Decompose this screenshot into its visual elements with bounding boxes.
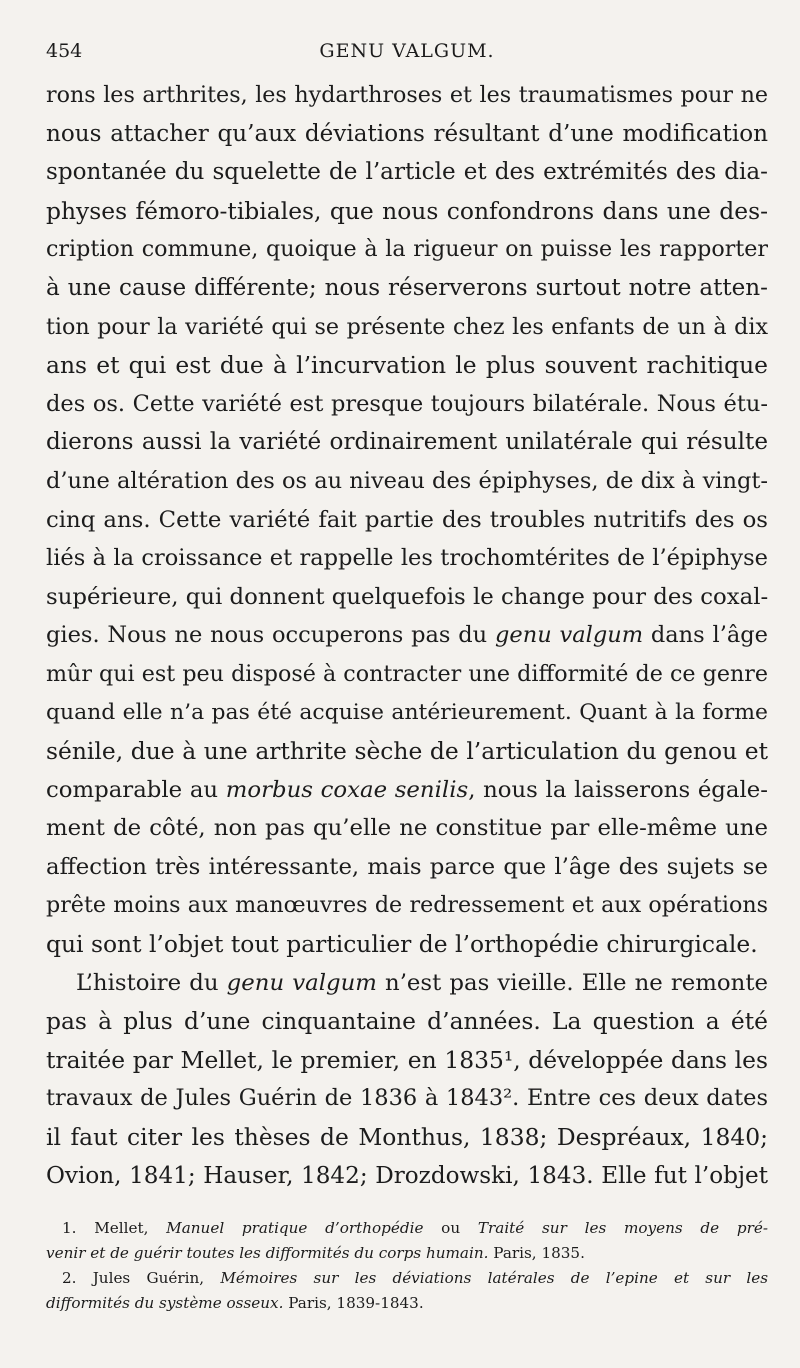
text-line: tion pour la variété qui se présente chez les enfants de un à dix bbox=[46, 313, 768, 340]
text-line: qui sont l’objet tout particulier de l’orthopédie chirurgicale. bbox=[46, 930, 758, 959]
body-text bbox=[46, 76, 768, 1195]
text-line: travaux de Jules Guérin de 1836 à 1843². Entre ces deux dates bbox=[46, 1085, 768, 1112]
text-line: affection très intéressante, mais parce que l’âge des sujets se bbox=[46, 853, 768, 880]
text-line: ment de côté, non pas qu’elle ne constitue par elle-même une bbox=[46, 815, 768, 842]
text-line: dierons aussi la variété ordinairement unilatérale qui résulte bbox=[46, 429, 768, 456]
text-line: rons les arthrites, les hydarthroses et les traumatismes pour ne bbox=[46, 82, 768, 108]
text-line: d’une altération des os au niveau des épiphyses, de dix à vingt- bbox=[46, 467, 769, 494]
italic-term: morbus coxae senilis bbox=[225, 776, 469, 803]
page-header bbox=[46, 40, 768, 72]
footnote-line: 2. Jules Guérin, Mémoires sur les déviations latérales de l’epine et sur les bbox=[62, 1269, 768, 1287]
text-line: pas à plus d’une cinquantaine d’années. La question a été bbox=[46, 1007, 768, 1036]
text-line: cinq ans. Cette variété fait partie des troubles nutritifs des os bbox=[46, 506, 768, 533]
footnote-line: 1. Mellet, Manuel pratique d’orthopédie ou Traité sur les moyens de pré- bbox=[62, 1219, 768, 1237]
text-line: ans et qui est due à l’incurvation le plus souvent rachitique bbox=[46, 351, 768, 380]
text-line: spontanée du squelette de l’article et des extrémités des dia- bbox=[46, 159, 768, 186]
text-line: cription commune, quoique à la rigueur on puisse les rapporter bbox=[46, 236, 768, 263]
running-title: GENU VALGUM. bbox=[319, 40, 495, 62]
italic-term: genu valgum bbox=[226, 969, 377, 996]
text-line: nous attacher qu’aux déviations résultant d’une modification bbox=[46, 120, 768, 147]
text-line: gies. Nous ne nous occuperons pas du genu valgum dans l’âge bbox=[46, 622, 768, 649]
page-number: 454 bbox=[46, 40, 83, 62]
text-line: des os. Cette variété est presque toujours bilatérale. Nous étu- bbox=[46, 390, 768, 417]
footnote-line: difformités du système osseux. Paris, 1839-1843. bbox=[46, 1294, 424, 1312]
text-line: à une cause différente; nous réserverons surtout notre atten- bbox=[46, 274, 768, 301]
text-line: prête moins aux manœuvres de redressement et aux opérations bbox=[46, 892, 768, 919]
text-line: L’histoire du genu valgum n’est pas vieille. Elle ne remonte bbox=[76, 969, 768, 996]
text-line: physes fémoro-tibiales, que nous confondrons dans une des- bbox=[46, 196, 768, 225]
footnotes bbox=[46, 1216, 768, 1316]
text-line: mûr qui est peu disposé à contracter une difformité de ce genre bbox=[46, 660, 768, 687]
text-line: sénile, due à une arthrite sèche de l’articulation du genou et bbox=[46, 737, 768, 766]
text-line: quand elle n’a pas été acquise antérieurement. Quant à la forme bbox=[46, 699, 768, 725]
text-line: traitée par Mellet, le premier, en 1835¹, développée dans les bbox=[46, 1045, 768, 1074]
text-line: il faut citer les thèses de Monthus, 1838; Despréaux, 1840; bbox=[46, 1123, 768, 1152]
italic-term: genu valgum bbox=[494, 622, 644, 649]
text-line: comparable au morbus coxae senilis, nous la laisserons égale- bbox=[46, 776, 768, 803]
text-line: supérieure, qui donnent quelquefois le change pour des coxal- bbox=[46, 583, 769, 610]
footnote-line: venir et de guérir toutes les difformités du corps humain. Paris, 1835. bbox=[46, 1244, 585, 1262]
text-line: liés à la croissance et rappelle les trochomtérites de l’épiphyse bbox=[46, 545, 768, 572]
text-line: Ovion, 1841; Hauser, 1842; Drozdowski, 1843. Elle fut l’objet bbox=[46, 1162, 768, 1189]
